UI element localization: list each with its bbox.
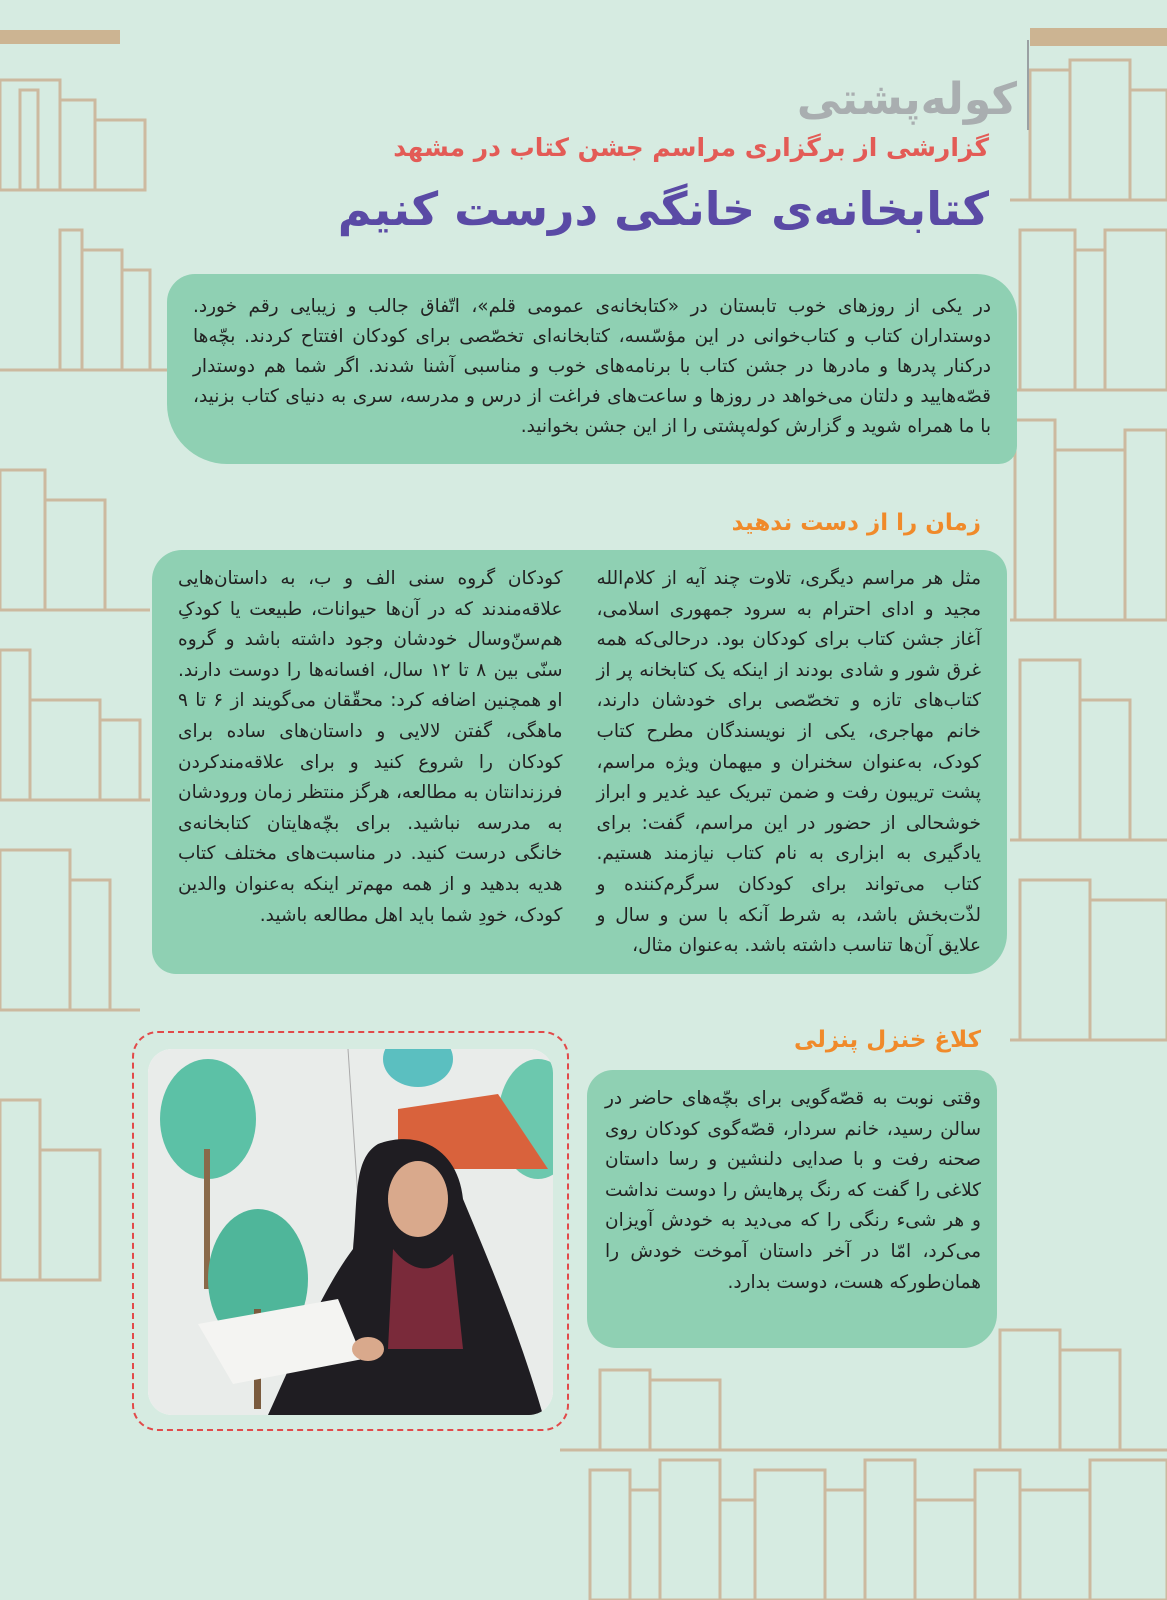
section-heading-crow: کلاغ خنزل پنزلی [793,1027,981,1053]
storyteller-photo [148,1049,553,1415]
section-body-card [152,550,1007,974]
intro-text: در یکی از روزهای خوب تابستان در «کتابخانه‌ی عمومی قلم»، اتّفاق جالب و زیبایی رقم خورد. دوستداران کتاب و کتاب‌خوانی در این مؤسّسه، کتابخانه‌ای تخصّصی برای کودکان افتتاح کردند. بچّه‌ها درکنار پدرها و مادرها در جشن کتاب با برنامه‌های خوب و مناسبی آشنا شدند. اگر شما هم دوستدار قصّه‌هایید و دلتان می‌خواهد در روزها و ساعت‌های فراغت از درس و مدرسه، سری به دنیای کتاب بزنید، با ما همراه شوید و گزارش کوله‌پشتی را از این جشن بخوانید. [193,296,991,437]
story-text: وقتی نوبت به قصّه‌گویی برای بچّه‌های حاضر در سالن رسید، خانم سردار، قصّه‌گوی کودکان روی صحنه رفت و با صدایی دلنشین و رسا داستان کلاغی را گفت که رنگ پرهایش را دوست نداشت و هر شیء رنگی را که می‌دید به خودش آویزان می‌کرد، امّا در آخر داستان آموخت خودش را همان‌طورکه هست، دوست بدارد. [605,1088,981,1293]
section-heading-time: زمان را از دست ندهید [731,510,981,536]
column-left-text: کودکان گروه سنی الف و ب، به داستان‌هایی علاقه‌مندند که در آن‌ها حیوانات، طبیعت یا کودکِ هم‌سنّ‌وسال خودشان وجود داشته باشد و گروه سنّی بین ۸ تا ۱۲ سال، افسانه‌ها را دوست دارند. او همچنین اضافه کرد: محقّقان می‌گویند از ۶ تا ۹ ماهگی، گفتن لالایی و داستان‌های ساده برای کودکان را شروع کنید و برای علاقه‌مندکردن فرزندانتان به مطالعه، هرگز منتظر زمان ورودشان به مدرسه نباشید. برای بچّه‌هایتان کتابخانه‌ی خانگی درست کنید. در مناسبت‌های مختلف کتاب هدیه بدهید و از همه مهم‌تر اینکه به‌عنوان والدین کودک، خودِ شما باید اهل مطالعه باشید. [178,568,563,926]
intro-card [167,274,1017,464]
column-right-text: مثل هر مراسم دیگری، تلاوت چند آیه از کلام‌الله مجید و ادای احترام به سرود جمهوری اسلامی، آغاز جشن کتاب برای کودکان بود. درحالی‌که همه غرق شور و شادی بودند از اینکه یک کتابخانه پر از کتاب‌های تازه و تخصّصی برای خودشان دارند، خانم مهاجری، یکی از نویسندگان مطرح کتاب کودک، به‌عنوان سخنران و میهمان ویژه مراسم، پشت تریبون رفت و ضمن تبریک عید غدیر و ابراز خوشحالی از حضور در این مراسم، گفت: برای یادگیری به ابزاری به نام کتاب نیازمند هستیم. کتاب می‌تواند برای کودکان سرگرم‌کننده و لذّت‌بخش باشد، به شرط آنکه با سن و سال و علایق آن‌ها تناسب داشته باشد. به‌عنوان مثال، [596,568,981,957]
story-card [587,1070,997,1348]
magazine-logo: کوله‌پشتی [796,74,1017,125]
article-title: کتابخانه‌ی خانگی درست کنیم [337,182,989,236]
article-subtitle: گزارشی از برگزاری مراسم جشن کتاب در مشهد [393,133,989,162]
storyteller-illustration [148,1049,553,1415]
logo-divider [1027,40,1029,130]
